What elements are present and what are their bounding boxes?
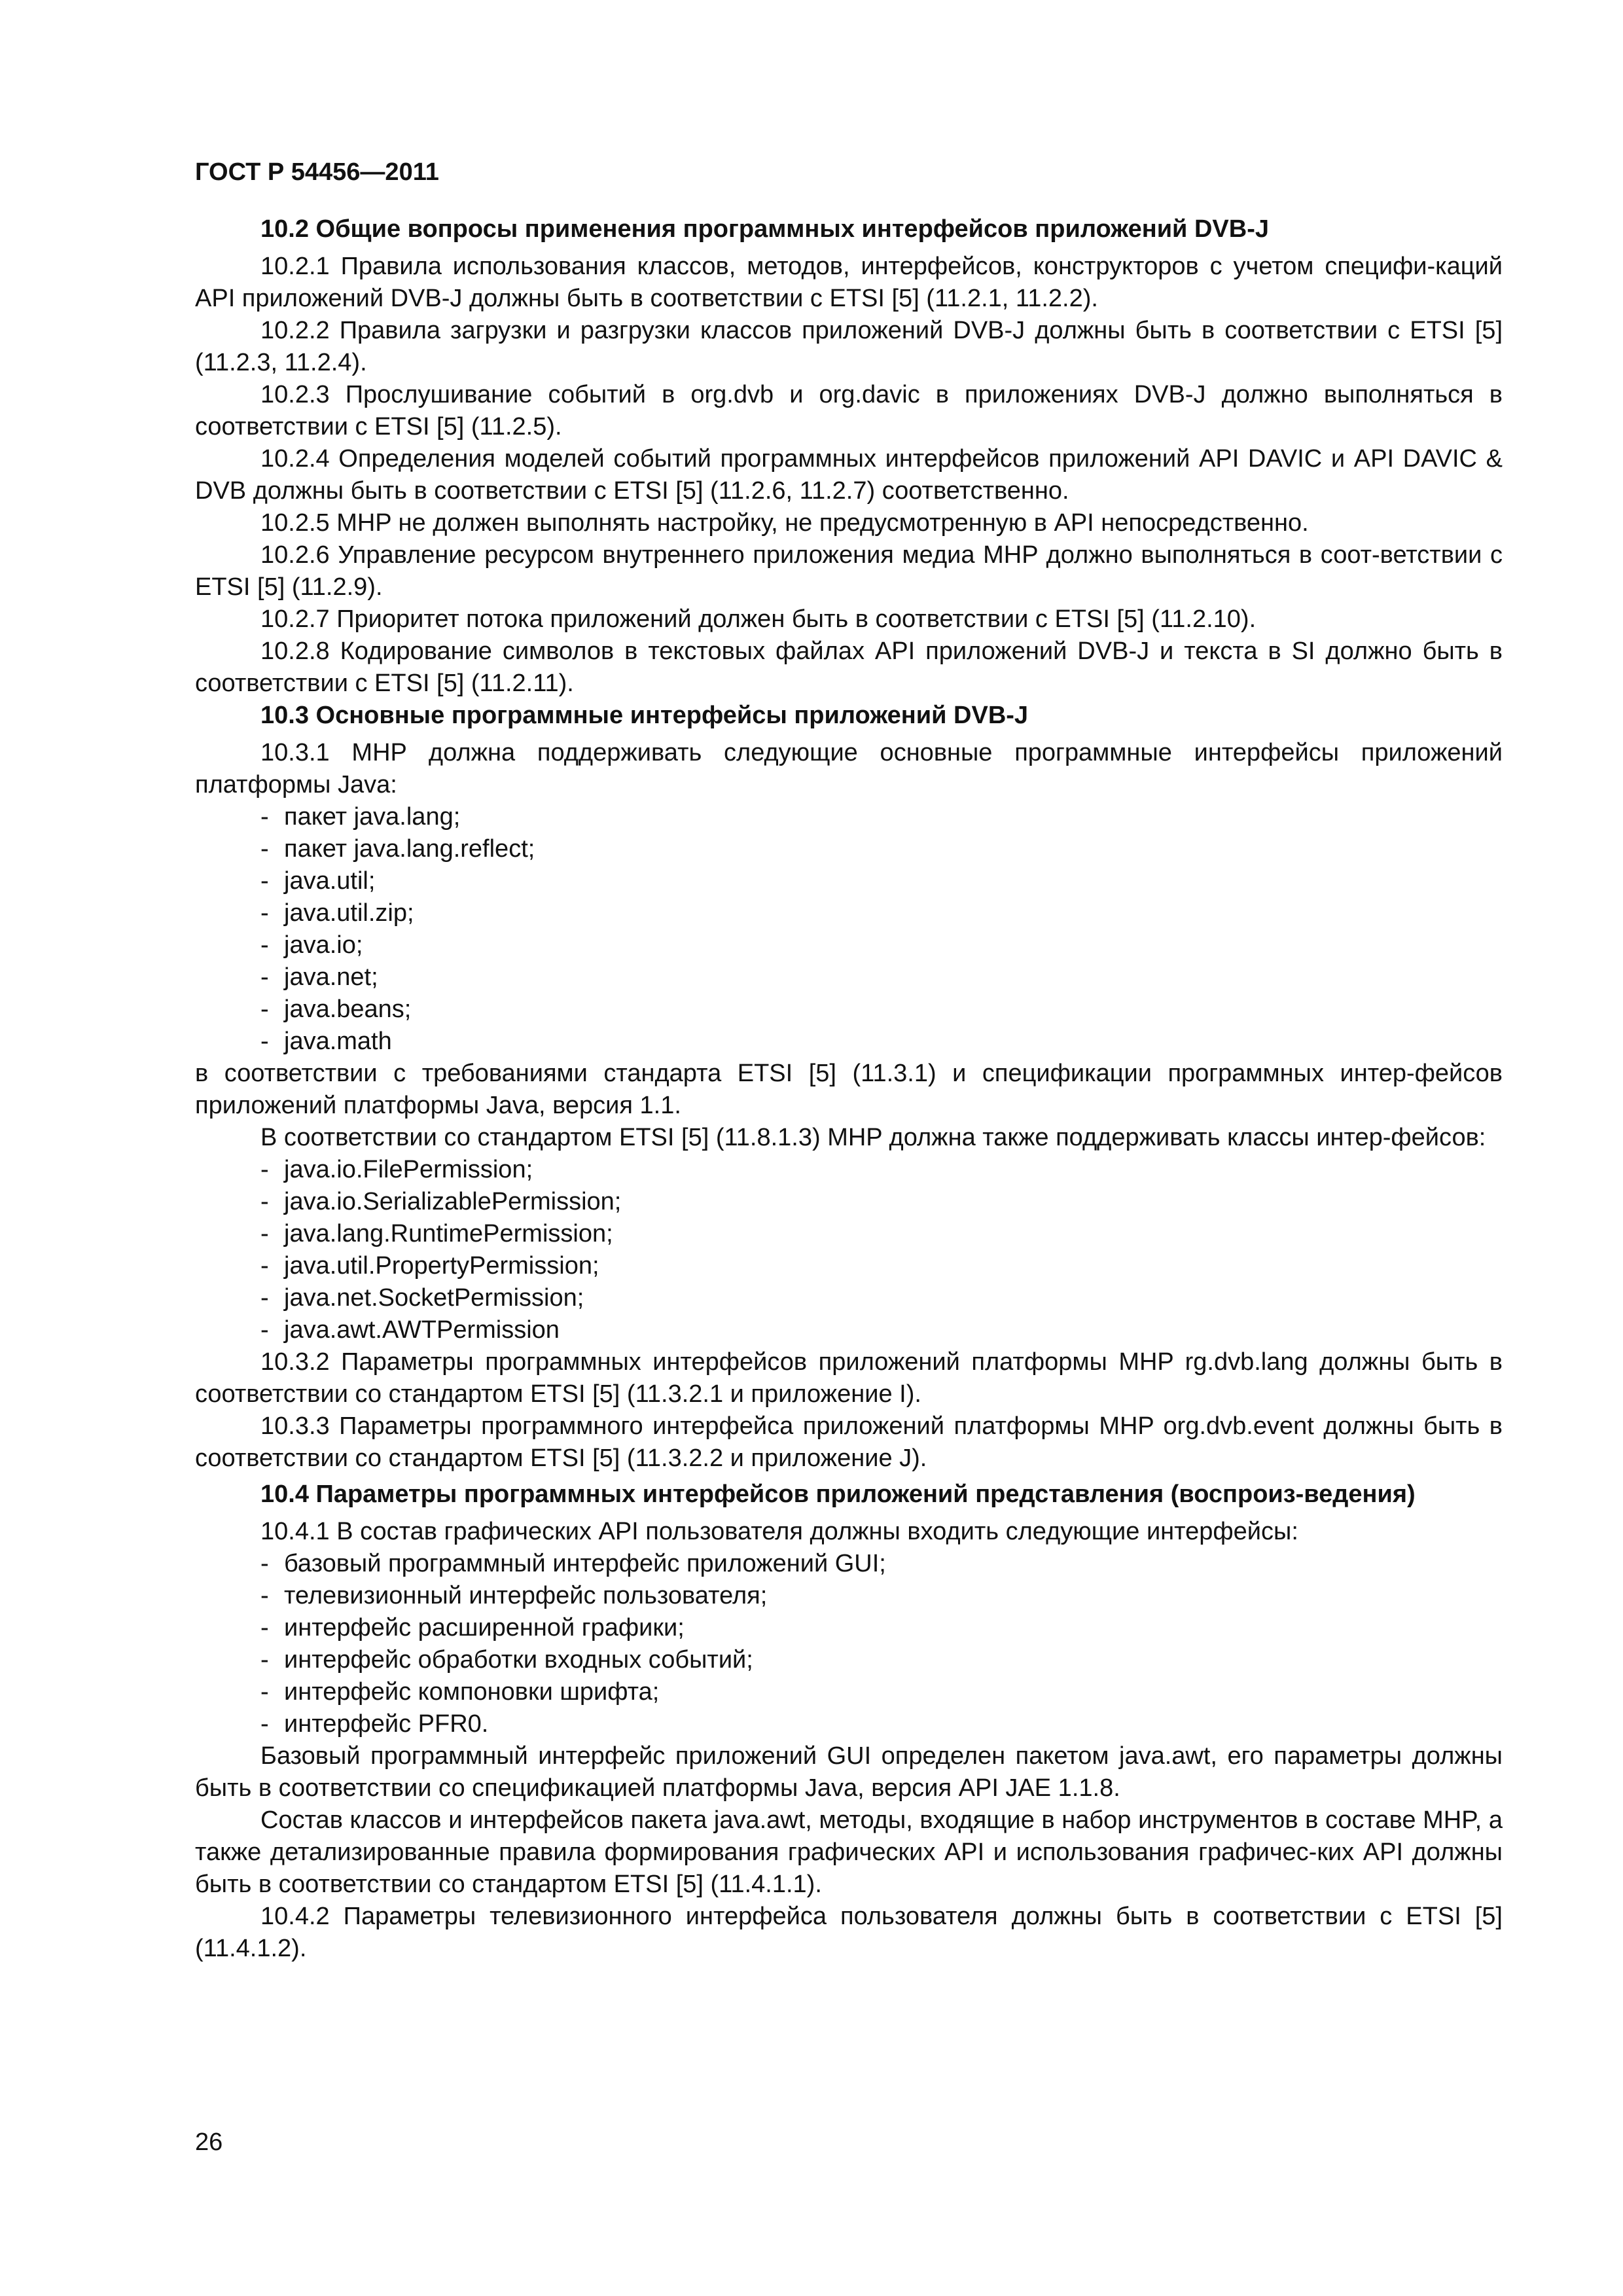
list-item-text: java.io.SerializablePermission; <box>284 1188 622 1215</box>
list-item <box>260 1282 1503 1314</box>
list-item-text: java.io.FilePermission; <box>284 1156 533 1183</box>
list-item <box>260 961 1503 994</box>
list-item <box>260 801 1503 833</box>
list-item-text: java.io; <box>284 931 363 959</box>
page-number: 26 <box>195 2128 223 2156</box>
paragraph: 10.2.2 Правила загрузки и разгрузки классов приложений DVB-J должны быть в соответствии с ETSI [5] (11.2.3, 11.2.4). <box>195 317 1503 376</box>
list-dash-marker: - <box>260 1284 269 1312</box>
list-dash-marker: - <box>260 1028 269 1055</box>
list-item <box>260 1218 1503 1250</box>
list-item-text: java.util.zip; <box>284 899 414 927</box>
list-dash-marker: - <box>260 1710 269 1738</box>
paragraph: 10.2.4 Определения моделей событий программных интерфейсов приложений API DAVIC и API DAVIC & DVB должны быть в соответствии с ETSI [5] (11.2.6, 11.2.7) соответственно. <box>195 445 1503 505</box>
list-item-text: интерфейс обработки входных событий; <box>284 1646 753 1674</box>
list-item-text: java.net; <box>284 963 378 991</box>
bullet-list <box>195 1548 1503 1740</box>
bullet-list <box>195 1154 1503 1346</box>
list-dash-marker: - <box>260 1582 269 1609</box>
paragraph: в соответствии с требованиями стандарта ETSI [5] (11.3.1) и спецификации программных интер-фейсов приложений платформы Java, версия 1.1. <box>195 1060 1503 1119</box>
paragraph: Состав классов и интерфейсов пакета java.awt, методы, входящие в набор инструментов в составе MHP, а также детализированные правила формирования графических API и использования графичес-ких API должны быть в соответствии со стандартом ETSI [5] (11.4.1.1). <box>195 1806 1503 1898</box>
list-dash-marker: - <box>260 835 269 863</box>
list-item <box>260 1186 1503 1218</box>
list-dash-marker: - <box>260 1252 269 1280</box>
section-heading: 10.2 Общие вопросы применения программных интерфейсов приложений DVB-J <box>260 215 1269 243</box>
list-item-text: телевизионный интерфейс пользователя; <box>284 1582 768 1609</box>
list-item-text: пакет java.lang.reflect; <box>284 835 535 863</box>
list-item <box>260 1676 1503 1708</box>
list-item-text: интерфейс компоновки шрифта; <box>284 1678 660 1706</box>
paragraph: 10.4.1 В состав графических API пользователя должны входить следующие интерфейсы: <box>260 1518 1298 1545</box>
paragraph: 10.3.2 Параметры программных интерфейсов приложений платформы MHP rg.dvb.lang должны быть в соответствии со стандартом ETSI [5] (11.3.2.1 и приложение I). <box>195 1348 1503 1408</box>
list-dash-marker: - <box>260 803 269 831</box>
list-dash-marker: - <box>260 867 269 895</box>
list-item <box>260 1026 1503 1058</box>
list-item <box>260 1314 1503 1346</box>
list-dash-marker: - <box>260 1614 269 1641</box>
paragraph: 10.3.3 Параметры программного интерфейса приложений платформы MHP org.dvb.event должны быть в соответствии со стандартом ETSI [5] (11.3.2.2 и приложение J). <box>195 1412 1503 1472</box>
list-dash-marker: - <box>260 1678 269 1706</box>
list-item-text: java.net.SocketPermission; <box>284 1284 584 1312</box>
list-item <box>260 994 1503 1026</box>
list-item-text: java.math <box>284 1028 392 1055</box>
list-dash-marker: - <box>260 1550 269 1577</box>
list-item-text: java.beans; <box>284 996 412 1023</box>
list-dash-marker: - <box>260 899 269 927</box>
list-item <box>260 897 1503 929</box>
paragraph: 10.2.1 Правила использования классов, методов, интерфейсов, конструкторов с учетом специфи-каций API приложений DVB-J должны быть в соответствии с ETSI [5] (11.2.1, 11.2.2). <box>195 253 1503 312</box>
document-body <box>195 213 1503 1965</box>
list-item <box>260 833 1503 865</box>
paragraph: Базовый программный интерфейс приложений GUI определен пакетом java.awt, его параметры должны быть в соответствии со спецификацией платформы Java, версия API JAE 1.1.8. <box>195 1742 1503 1802</box>
list-dash-marker: - <box>260 1646 269 1674</box>
list-item-text: java.util; <box>284 867 376 895</box>
list-dash-marker: - <box>260 1220 269 1247</box>
list-item-text: java.util.PropertyPermission; <box>284 1252 599 1280</box>
list-item <box>260 1580 1503 1612</box>
list-item <box>260 1154 1503 1186</box>
list-item <box>260 1548 1503 1580</box>
document-page <box>195 157 1503 1965</box>
list-dash-marker: - <box>260 996 269 1023</box>
paragraph: В соответствии со стандартом ETSI [5] (11.8.1.3) MHP должна также поддерживать классы интер-фейсов: <box>260 1124 1486 1151</box>
paragraph: 10.2.3 Прослушивание событий в org.dvb и org.davic в приложениях DVB-J должно выполняться в соответствии с ETSI [5] (11.2.5). <box>195 381 1503 440</box>
list-dash-marker: - <box>260 1316 269 1344</box>
paragraph: 10.3.1 MHP должна поддерживать следующие основные программные интерфейсы приложений платформы Java: <box>195 739 1503 798</box>
list-item-text: базовый программный интерфейс приложений GUI; <box>284 1550 886 1577</box>
list-item <box>260 1708 1503 1740</box>
document-id-header: ГОСТ Р 54456—2011 <box>195 158 439 186</box>
section-heading: 10.4 Параметры программных интерфейсов приложений представления (воспроиз-ведения) <box>260 1480 1416 1508</box>
list-item-text: java.lang.RuntimePermission; <box>284 1220 613 1247</box>
list-item <box>260 865 1503 897</box>
list-item-text: интерфейс PFR0. <box>284 1710 489 1738</box>
list-item <box>260 1644 1503 1676</box>
list-item <box>260 1612 1503 1644</box>
list-item-text: интерфейс расширенной графики; <box>284 1614 685 1641</box>
paragraph: 10.2.7 Приоритет потока приложений должен быть в соответствии с ETSI [5] (11.2.10). <box>260 605 1257 633</box>
list-dash-marker: - <box>260 963 269 991</box>
list-item-text: пакет java.lang; <box>284 803 461 831</box>
list-dash-marker: - <box>260 931 269 959</box>
paragraph: 10.4.2 Параметры телевизионного интерфейса пользователя должны быть в соответствии с ETSI [5] (11.4.1.2). <box>195 1903 1503 1962</box>
list-item-text: java.awt.AWTPermission <box>284 1316 560 1344</box>
section-heading: 10.3 Основные программные интерфейсы приложений DVB-J <box>260 702 1029 729</box>
list-item <box>260 929 1503 961</box>
bullet-list <box>195 801 1503 1058</box>
paragraph: 10.2.6 Управление ресурсом внутреннего приложения медиа MHP должно выполняться в соот-ветствии с ETSI [5] (11.2.9). <box>195 541 1503 601</box>
list-dash-marker: - <box>260 1188 269 1215</box>
list-dash-marker: - <box>260 1156 269 1183</box>
paragraph: 10.2.8 Кодирование символов в текстовых файлах API приложений DVB-J и текста в SI должно быть в соответствии с ETSI [5] (11.2.11). <box>195 637 1503 697</box>
paragraph: 10.2.5 MHP не должен выполнять настройку, не предусмотренную в API непосредственно. <box>260 509 1309 537</box>
list-item <box>260 1250 1503 1282</box>
